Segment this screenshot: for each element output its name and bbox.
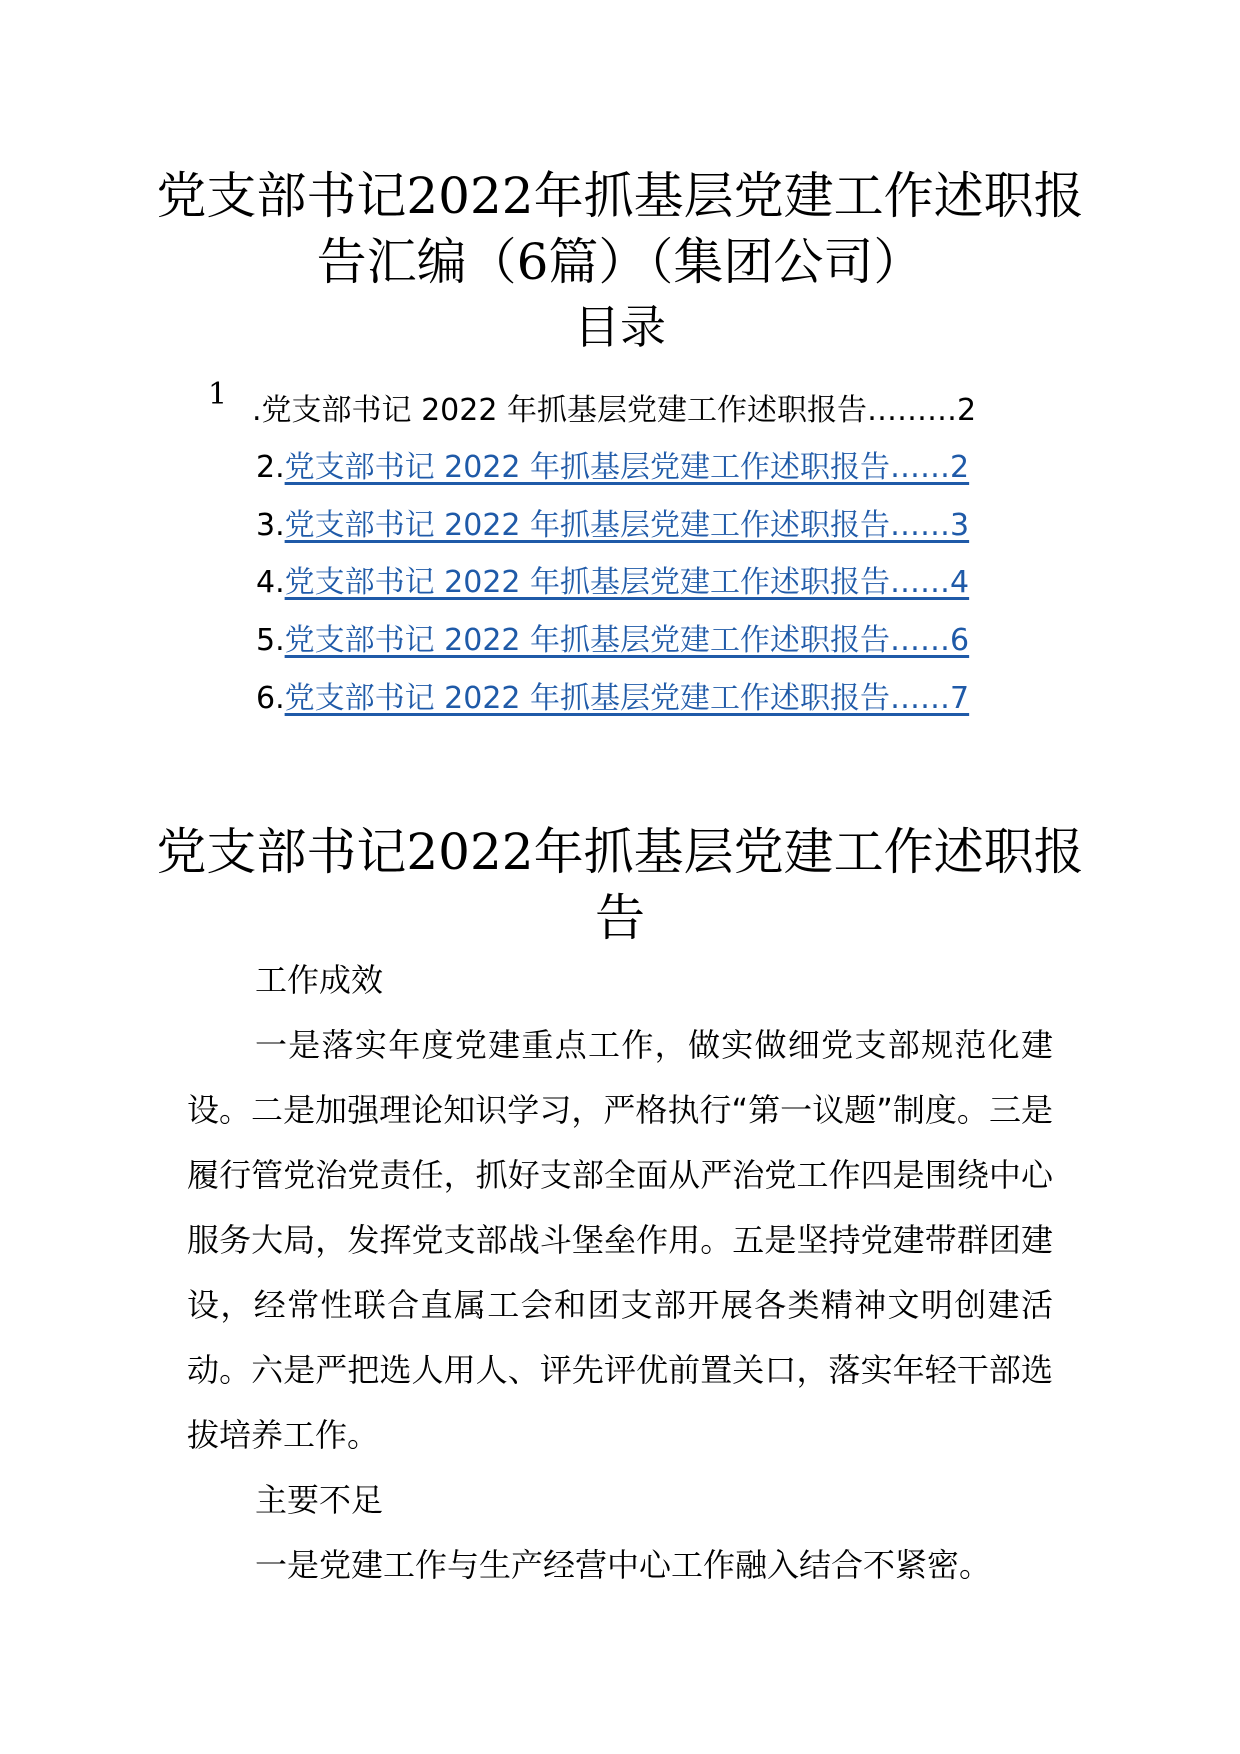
section-paragraph-achievements: 一是落实年度党建重点工作，做实做细党支部规范化建设。二是加强理论知识学习，严格执行“第一议题”制度。三是履行管党治党责任，抓好支部全面从严治党工作四是围绕中心服务大局，发挥党支部战斗堡垒作用。五是坚持党建带群团建设，经常性联合直属工会和团支部开展各类精神文明创建活动。六是严把选人用人、评先评优前置关口，落实年轻干部选拔培养工作。 bbox=[187, 1026, 1053, 1454]
toc-entry-link[interactable]: 党支部书记 2022 年抓基层党建工作述职报告……4 bbox=[284, 565, 970, 600]
toc-entry-number: 6. bbox=[256, 681, 285, 716]
toc-entry-number: 5. bbox=[256, 623, 285, 658]
toc-page-number: 1 bbox=[208, 377, 228, 412]
toc-entry-2[interactable] bbox=[256, 448, 1056, 488]
document-title-line2: 告汇编（6篇）（集团公司） bbox=[316, 233, 924, 291]
toc-entry-number: 2. bbox=[256, 450, 285, 485]
document-title bbox=[150, 163, 1090, 295]
article-title bbox=[150, 819, 1090, 951]
toc-entry-text[interactable]: .党支部书记 2022 年抓基层党建工作述职报告………2 bbox=[252, 393, 977, 428]
document-title-line1: 党支部书记2022年抓基层党建工作述职报 bbox=[156, 167, 1084, 225]
toc-entry-3[interactable] bbox=[256, 506, 1056, 546]
article-title-line2: 告 bbox=[595, 889, 645, 947]
article-title-line1: 党支部书记2022年抓基层党建工作述职报 bbox=[156, 823, 1084, 881]
section-heading-achievements: 工作成效 bbox=[255, 961, 384, 999]
toc-entry-5[interactable] bbox=[256, 621, 1056, 661]
article-body bbox=[187, 948, 1053, 1598]
toc-entry-6[interactable] bbox=[256, 679, 1056, 719]
toc-entry-number: 3. bbox=[256, 508, 285, 543]
toc-heading: 目录 bbox=[574, 300, 666, 354]
toc-entry-link[interactable]: 党支部书记 2022 年抓基层党建工作述职报告……3 bbox=[284, 508, 970, 543]
toc-entry-link[interactable]: 党支部书记 2022 年抓基层党建工作述职报告……7 bbox=[284, 681, 970, 716]
toc-entry-number: 4. bbox=[256, 565, 285, 600]
toc-entry-link[interactable]: 党支部书记 2022 年抓基层党建工作述职报告……6 bbox=[284, 623, 970, 658]
section-heading-shortcomings: 主要不足 bbox=[255, 1481, 384, 1519]
section-paragraph-shortcomings: 一是党建工作与生产经营中心工作融入结合不紧密。 bbox=[255, 1546, 992, 1584]
toc-entry-1[interactable] bbox=[252, 391, 1052, 431]
toc-entry-link[interactable]: 党支部书记 2022 年抓基层党建工作述职报告……2 bbox=[284, 450, 970, 485]
toc-entry-4[interactable] bbox=[256, 563, 1056, 603]
